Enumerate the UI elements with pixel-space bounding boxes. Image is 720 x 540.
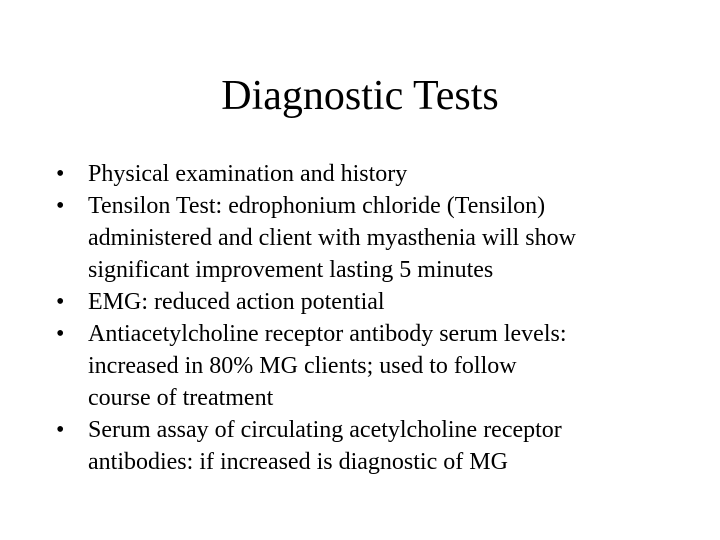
bullet-icon: • — [56, 161, 65, 187]
slide-title: Diagnostic Tests — [221, 73, 499, 119]
bullet-icon: • — [56, 417, 65, 443]
bullet-text-line: course of treatment — [88, 385, 274, 411]
bullet-text-line: Antiacetylcholine receptor antibody serum levels: — [88, 321, 567, 347]
bullet-list — [56, 158, 676, 478]
bullet-item — [56, 318, 676, 414]
bullet-icon: • — [56, 193, 65, 219]
bullet-item — [56, 286, 676, 318]
bullet-text-line: Physical examination and history — [88, 161, 408, 187]
bullet-text-line: EMG: reduced action potential — [88, 289, 385, 315]
bullet-text-line: Serum assay of circulating acetylcholine receptor — [88, 417, 562, 443]
bullet-text-line: Tensilon Test: edrophonium chloride (Tensilon) — [88, 193, 546, 219]
bullet-item — [56, 414, 676, 478]
bullet-text-line: significant improvement lasting 5 minutes — [88, 257, 494, 283]
bullet-icon: • — [56, 321, 65, 347]
bullet-text-line: administered and client with myasthenia will show — [88, 225, 576, 251]
bullet-item — [56, 190, 676, 286]
bullet-icon: • — [56, 289, 65, 315]
bullet-text-line: increased in 80% MG clients; used to follow — [88, 353, 517, 379]
bullet-text-line: antibodies: if increased is diagnostic of MG — [88, 449, 508, 475]
bullet-item — [56, 158, 676, 190]
